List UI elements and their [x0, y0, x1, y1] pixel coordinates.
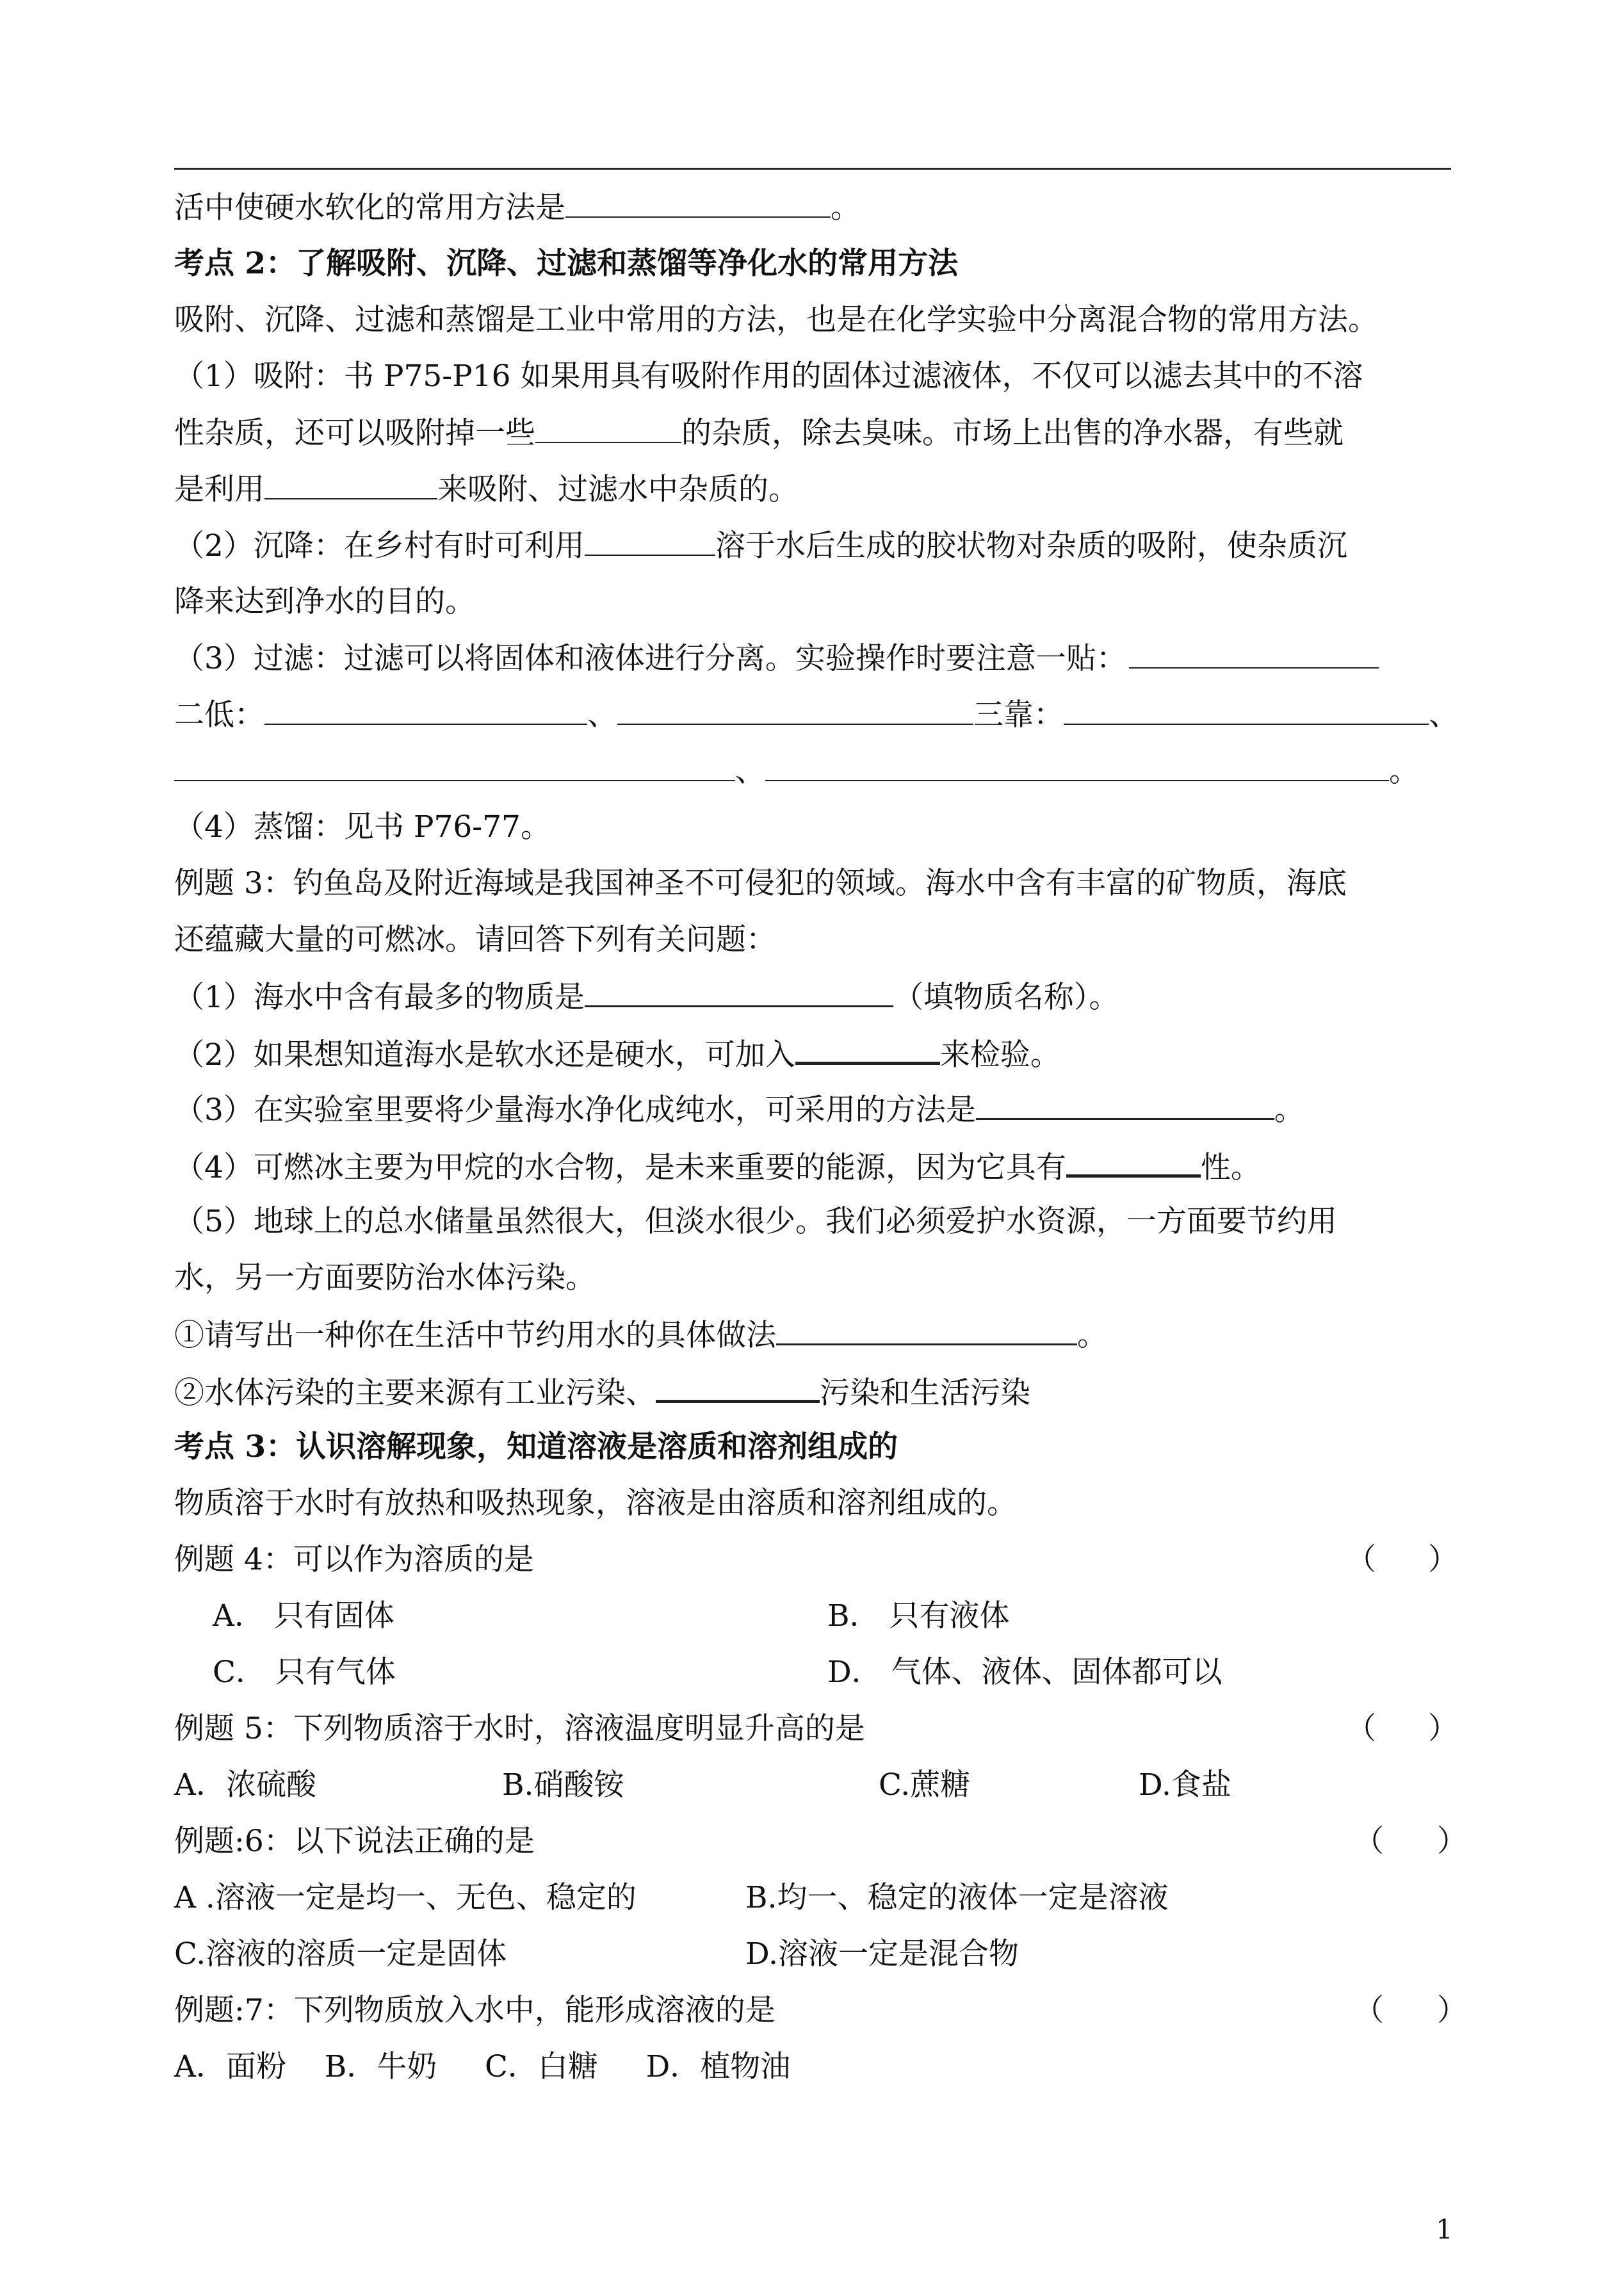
- text: 性杂质，还可以吸附掉一些: [174, 416, 535, 451]
- option-b[interactable]: B． 只有液体: [827, 1598, 1010, 1634]
- text: 来吸附、过滤水中杂质的。: [437, 472, 799, 507]
- paragraph: 物质溶于水时有放热和吸热现象，溶液是由溶质和溶剂组成的。: [174, 1486, 1017, 1521]
- text: （1）海水中含有最多的物质是: [174, 980, 585, 1015]
- answer-paren-open: （: [1354, 1824, 1384, 1859]
- text: 。: [831, 190, 861, 225]
- question-line: [174, 1090, 1304, 1130]
- text: （4）可燃冰主要为甲烷的水合物，是未来重要的能源，因为它具有: [174, 1150, 1066, 1185]
- option-d[interactable]: D.溶液一定是混合物: [745, 1936, 1019, 1972]
- option-a[interactable]: A． 只有固体: [213, 1598, 394, 1634]
- text: 污染和生活污染: [820, 1375, 1030, 1411]
- paragraph: 还蕴藏大量的可燃冰。请回答下列有关问题：: [174, 922, 776, 957]
- text: 、: [1429, 697, 1459, 733]
- paragraph: 吸附、沉降、过滤和蒸馏是工业中常用的方法，也是在化学实验中分离混合物的常用方法。: [174, 302, 1378, 337]
- answer-blank[interactable]: [174, 752, 735, 781]
- answer-blank[interactable]: [656, 1372, 820, 1403]
- answer-blank[interactable]: [565, 188, 831, 218]
- option-a[interactable]: A .溶液一定是均一、无色、稳定的: [174, 1880, 637, 1915]
- text: （3）过滤：过滤可以将固体和液体进行分离。实验操作时要注意一贴：: [174, 641, 1126, 676]
- option-c[interactable]: C． 只有气体: [213, 1655, 396, 1690]
- paragraph: （4）蒸馏：见书 P76-77。: [174, 809, 551, 845]
- option-a[interactable]: A．浓硫酸: [174, 1767, 316, 1803]
- text: 性。: [1200, 1150, 1261, 1185]
- answer-paren-open: （: [1346, 1711, 1376, 1746]
- question-line: [174, 1315, 1107, 1355]
- header-rule: [174, 168, 1451, 170]
- text: （2）沉降：在乡村有时可利用: [174, 528, 585, 564]
- text: 是利用: [174, 472, 264, 507]
- answer-blank[interactable]: [765, 752, 1389, 781]
- option-b[interactable]: B.均一、稳定的液体一定是溶液: [745, 1880, 1169, 1915]
- answer-blank[interactable]: [1129, 639, 1379, 669]
- paragraph: 水，另一方面要防治水体污染。: [174, 1260, 596, 1295]
- text: ②水体污染的主要来源有工业污染、: [174, 1375, 656, 1411]
- answer-blank[interactable]: [1064, 695, 1429, 725]
- text: 溶于水后生成的胶状物对杂质的吸附，使杂质沉: [715, 528, 1347, 564]
- text-line: [174, 526, 1347, 565]
- text: 三靠：: [973, 697, 1064, 733]
- answer-blank[interactable]: [976, 1090, 1274, 1120]
- text: 活中使硬水软化的常用方法是: [174, 190, 565, 225]
- text: 的杂质，除去臭味。市场上出售的净水器，有些就: [681, 416, 1344, 451]
- text: 。: [1389, 754, 1419, 789]
- section-heading: 考点 3：认识溶解现象，知道溶液是溶质和溶剂组成的: [174, 1429, 898, 1464]
- question-line: [174, 1372, 1030, 1413]
- answer-paren-close: ）: [1437, 1824, 1467, 1859]
- text: 、: [587, 697, 617, 733]
- question-stem: 例题:7：下列物质放入水中，能形成溶液的是: [174, 1993, 775, 2028]
- text: 、: [735, 754, 765, 789]
- paragraph: （1）吸附：书 P75-P16 如果用具有吸附作用的固体过滤液体，不仅可以滤去其中的不溶: [174, 359, 1363, 394]
- text: 二低：: [174, 697, 264, 733]
- page-number: 1: [1436, 2214, 1453, 2245]
- options-row[interactable]: A．面粉 B．牛奶 C．白糖 D．植物油: [174, 2049, 791, 2084]
- text-line: [174, 188, 861, 227]
- text-line: [174, 639, 1379, 678]
- option-b[interactable]: B.硝酸铵: [502, 1767, 624, 1803]
- text-line: [174, 695, 1459, 734]
- answer-paren-open: （: [1354, 1993, 1384, 2028]
- question-stem: 例题 4：可以作为溶质的是: [174, 1542, 534, 1577]
- text-line: [174, 752, 1419, 791]
- text: ①请写出一种你在生活中节约用水的具体做法: [174, 1318, 776, 1353]
- paragraph: 例题 3：钓鱼岛及附近海域是我国神圣不可侵犯的领域。海水中含有丰富的矿物质，海底: [174, 866, 1347, 901]
- answer-blank[interactable]: [264, 470, 437, 499]
- text: 来检验。: [939, 1037, 1060, 1073]
- answer-blank[interactable]: [617, 695, 973, 725]
- answer-blank[interactable]: [776, 1315, 1077, 1345]
- text: （2）如果想知道海水是软水还是硬水，可加入: [174, 1037, 795, 1073]
- answer-blank[interactable]: [1066, 1146, 1201, 1178]
- text-line: [174, 470, 799, 509]
- option-c[interactable]: C.蔗糖: [879, 1767, 971, 1803]
- option-d[interactable]: D.食盐: [1139, 1767, 1231, 1803]
- answer-blank[interactable]: [585, 526, 715, 556]
- question-line: [174, 1146, 1261, 1187]
- paragraph: 降来达到净水的目的。: [174, 584, 475, 619]
- answer-blank[interactable]: [535, 414, 681, 443]
- option-c[interactable]: C.溶液的溶质一定是固体: [174, 1936, 507, 1972]
- text: 。: [1077, 1318, 1107, 1353]
- question-stem: 例题:6：以下说法正确的是: [174, 1824, 535, 1859]
- answer-blank[interactable]: [795, 1034, 940, 1065]
- text: （3）在实验室里要将少量海水净化成纯水，可采用的方法是: [174, 1092, 976, 1128]
- answer-paren-close: ）: [1437, 1993, 1467, 2028]
- question-stem: 例题 5：下列物质溶于水时，溶液温度明显升高的是: [174, 1711, 865, 1746]
- option-d[interactable]: D． 气体、液体、固体都可以: [827, 1655, 1222, 1690]
- text: （填物质名称）。: [893, 980, 1119, 1015]
- section-heading: 考点 2：了解吸附、沉降、过滤和蒸馏等净化水的常用方法: [174, 246, 959, 281]
- answer-paren-open: （: [1346, 1542, 1376, 1577]
- answer-paren-close: ）: [1428, 1711, 1458, 1746]
- paragraph: （5）地球上的总水储量虽然很大，但淡水很少。我们必须爱护水资源，一方面要节约用: [174, 1204, 1337, 1239]
- answer-paren-close: ）: [1428, 1542, 1458, 1577]
- answer-blank[interactable]: [585, 977, 893, 1007]
- text: 。: [1274, 1092, 1304, 1128]
- text-line: [174, 414, 1344, 453]
- question-line: [174, 977, 1119, 1017]
- question-line: [174, 1034, 1060, 1075]
- answer-blank[interactable]: [264, 695, 587, 725]
